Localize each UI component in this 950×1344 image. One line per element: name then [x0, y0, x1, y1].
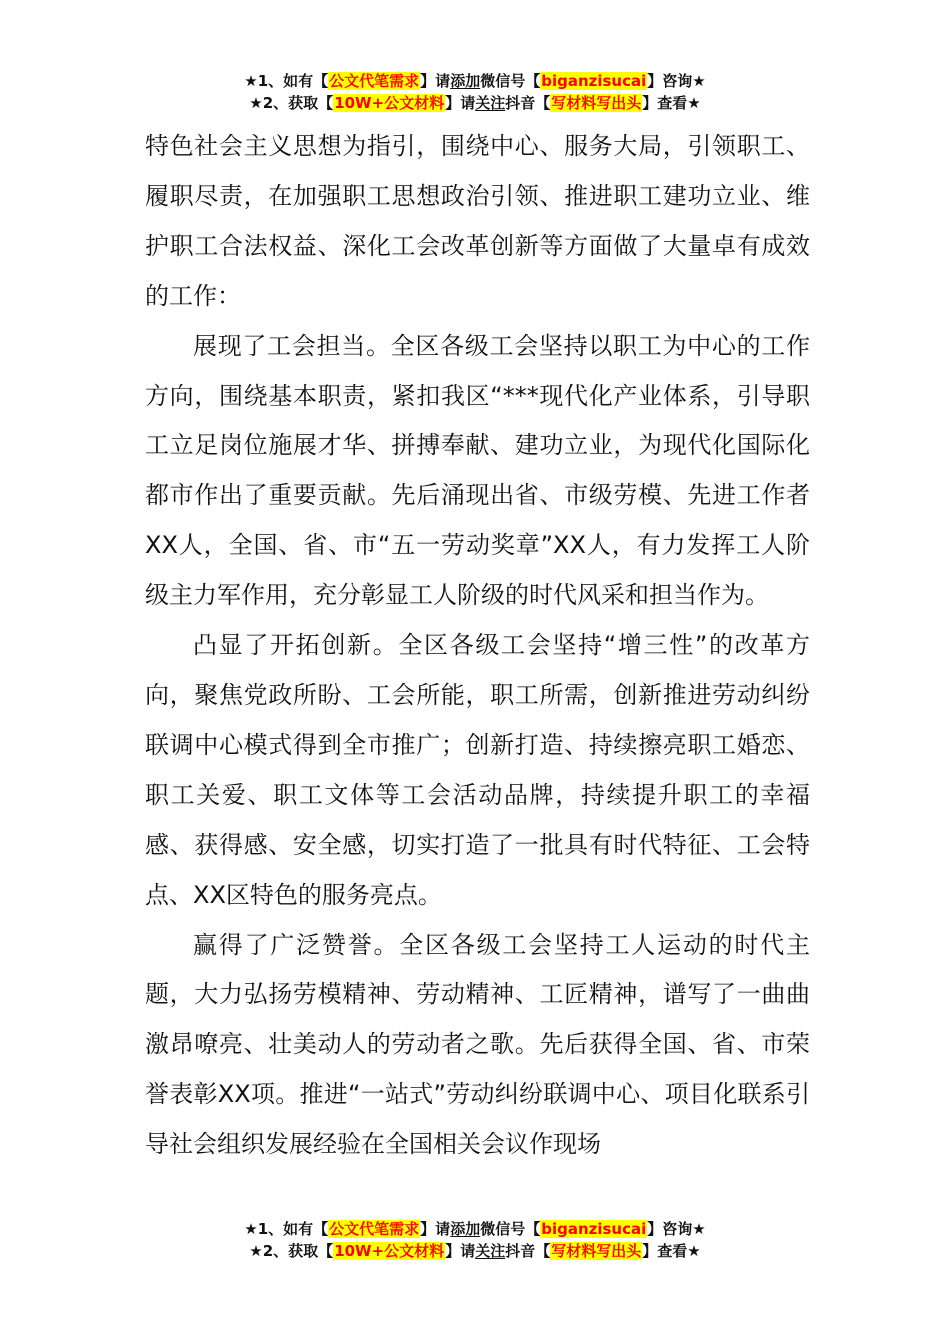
banner-text: 1、如有【 — [257, 1220, 329, 1238]
banner-text: 抖音【 — [505, 94, 551, 112]
banner-underlined-text: 添加 — [450, 72, 481, 90]
highlight-douyin-account: 写材料写出头 — [551, 94, 642, 112]
star-icon: ★ — [249, 94, 263, 112]
banner-text: 2、获取【 — [262, 94, 334, 112]
banner-underlined-text: 关注 — [475, 1242, 506, 1260]
banner-underlined-text: 关注 — [475, 94, 506, 112]
banner-text: 】咨询★ — [647, 1220, 706, 1238]
highlight-douyin-account: 写材料写出头 — [551, 1242, 642, 1260]
highlight-wechat-id: biganzisucai — [541, 72, 647, 90]
banner-line-1 — [0, 70, 950, 92]
star-icon: ★ — [244, 72, 258, 90]
banner-text: 】咨询★ — [647, 72, 706, 90]
banner-text: 1、如有【 — [257, 72, 329, 90]
highlight-service: 公文代笔需求 — [329, 72, 420, 90]
header-banner — [0, 70, 950, 114]
paragraph-continuation: 特色社会主义思想为指引，围绕中心、服务大局，引领职工、履职尽责，在加强职工思想政治引领、推进职工建功立业、维护职工合法权益、深化工会改革创新等方面做了大量卓有成效的工作： — [145, 132, 810, 310]
banner-underlined-text: 添加 — [450, 1220, 481, 1238]
banner-text: 2、获取【 — [262, 1242, 334, 1260]
banner-text: 】请 — [420, 72, 451, 90]
banner-text: 抖音【 — [505, 1242, 551, 1260]
banner-text: 】请 — [445, 1242, 476, 1260]
paragraph-union-responsibility: 展现了工会担当。全区各级工会坚持以职工为中心的工作方向，围绕基本职责，紧扣我区“***现代化产业体系，引导职工立足岗位施展才华、拼搏奉献、建功立业，为现代化国际化都市作出了重要贡献。先后涌现出省、市级劳模、先进工作者XX人，全国、省、市“五一劳动奖章”XX人，有力发挥工人阶级主力军作用，充分彰显工人阶级的时代风采和担当作为。 — [145, 331, 810, 610]
banner-text: 】查看★ — [642, 1242, 701, 1260]
star-icon: ★ — [244, 1220, 258, 1238]
banner-text: 微信号【 — [480, 72, 541, 90]
banner-line-1 — [0, 1218, 950, 1240]
star-icon: ★ — [249, 1242, 263, 1260]
banner-line-2 — [0, 1240, 950, 1262]
highlight-materials: 10W+公文材料 — [334, 1242, 445, 1260]
highlight-service: 公文代笔需求 — [329, 1220, 420, 1238]
banner-text: 微信号【 — [480, 1220, 541, 1238]
highlight-wechat-id: biganzisucai — [541, 1220, 647, 1238]
highlight-materials: 10W+公文材料 — [334, 94, 445, 112]
paragraph-recognition: 赢得了广泛赞誉。全区各级工会坚持工人运动的时代主题，大力弘扬劳模精神、劳动精神、工匠精神，谱写了一曲曲激昂嘹亮、壮美动人的劳动者之歌。先后获得全国、省、市荣誉表彰XX项。推进“一站式”劳动纠纷联调中心、项目化联系引导社会组织发展经验在全国相关会议作现场 — [145, 930, 810, 1159]
banner-text: 】请 — [445, 94, 476, 112]
paragraph-innovation: 凸显了开拓创新。全区各级工会坚持“增三性”的改革方向，聚焦党政所盼、工会所能，职工所需，创新推进劳动纠纷联调中心模式得到全市推广；创新打造、持续擦亮职工婚恋、职工关爱、职工文体等工会活动品牌，持续提升职工的幸福感、获得感、安全感，切实打造了一批具有时代特征、工会特点、XX区特色的服务亮点。 — [145, 631, 810, 909]
footer-banner — [0, 1218, 950, 1262]
document-body — [145, 122, 810, 1170]
banner-line-2 — [0, 92, 950, 114]
banner-text: 】请 — [420, 1220, 451, 1238]
banner-text: 】查看★ — [642, 94, 701, 112]
